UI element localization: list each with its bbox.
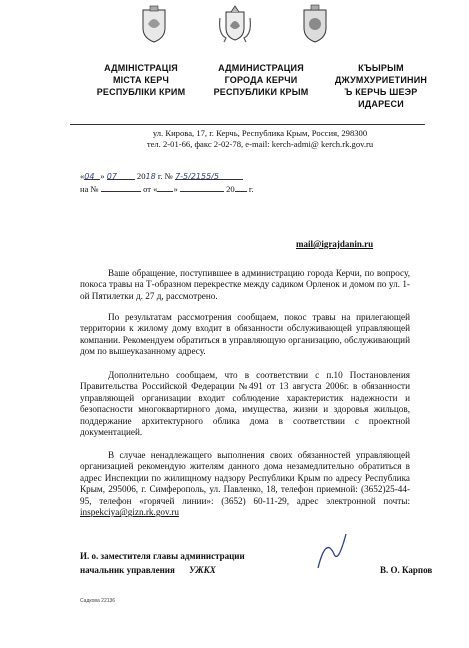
- header-left-line: МІСТА КЕРЧ: [112, 75, 170, 85]
- signatory-name: В. О. Карпов: [380, 565, 433, 575]
- ref-year2-prefix: 20: [226, 184, 235, 194]
- org-address: [100, 128, 420, 150]
- header-left-line: РЕСПУБЛІКИ КРИМ: [96, 87, 186, 97]
- ref-year-prefix: 20: [136, 171, 146, 181]
- recipient-email[interactable]: mail@igrajdanin.ru: [296, 239, 374, 249]
- ref-month: 07: [106, 172, 117, 181]
- header-right-line: КЪЫРЫМ: [358, 63, 404, 73]
- header-right-line: ДЖУМХУРИЕТИНИН: [334, 75, 428, 85]
- ref-na-label: на №: [80, 184, 99, 194]
- incoming-reference: [80, 182, 254, 195]
- header-right-line: ИДАРЕСИ: [358, 99, 404, 109]
- ref-day: 04: [84, 172, 95, 181]
- header-left-line: АДМІНІСТРАЦІЯ: [104, 63, 178, 73]
- address-line: ул. Кирова, 17, г. Керчь, Республика Крым, Россия, 298300: [152, 128, 368, 138]
- header-right: [316, 62, 446, 110]
- ref-number: 7-5/2155/5: [175, 172, 219, 181]
- kerch-coat-of-arms-icon: [140, 4, 168, 44]
- crimea-coat-of-arms-icon: [218, 4, 252, 44]
- header-center: [196, 62, 326, 98]
- body-paragraph: Ваше обращение, поступившее в администрацию города Керчи, по вопросу, покоса травы на Т-образном перекрестке между садиком Орленок и домом по ул. 1-ой Пятилетки д. 27 д, рассмотрено.: [80, 268, 410, 301]
- address-line: тел. 2-01-66, факс 2-02-78, e-mail: kerch-admi@ kerch.rk.gov.ru: [146, 139, 374, 149]
- ref-ot-label: от «: [143, 184, 158, 194]
- signature-position-b: УЖКХ: [189, 565, 216, 575]
- body-paragraph: Дополнительно сообщаем, что в соответствии с п.10 Постановления Правительства Российской Федерации №491 от 13 августа 2006г. в обязанности управляющей организации входит соблюдение характеристик надежности и безопасности многоквартирного дома, имущества, жизни и здоровья жильцов, поддержание архитектурного облика дома в соответствии с проектной документацией.: [80, 370, 410, 438]
- ref-close-quote: »: [100, 171, 105, 181]
- emblem-right-icon: [300, 4, 330, 44]
- handwritten-signature-icon: [312, 530, 352, 574]
- ref-year: 18: [145, 172, 156, 181]
- body-paragraph: По результатам рассмотрения сообщаем, покос травы на прилегающей территории к жилому дому входит в обязанности обслуживающей управляющей компании. Рекомендуем обратиться в управляющую организацию, обслуживающий дом по вышеуказанному адресу.: [80, 312, 410, 357]
- inspection-email[interactable]: inspekciya@gizn.rk.gov.ru: [80, 507, 179, 518]
- signature-position: [80, 565, 216, 575]
- header-left: [76, 62, 206, 98]
- paragraph-text: В случае ненадлежащего выполнения своих обязанностей управляющей организацией рекомендую жителям данного дома незамедлительно обратиться в адрес Инспекции по жилищному надзору Республики Крым по адресу Республика Крым, 295006, г. Симферополь, ул. Павленко, 18, телефон приемной: (3652)25-44-95, телефон «горячей линии»: (3652) 60-11-29, адрес электронной почты:: [80, 450, 410, 506]
- executor-note: Садкова 22136: [80, 598, 116, 604]
- ref-ot-close: »: [173, 184, 178, 194]
- header-divider: [70, 124, 425, 125]
- header-center-line: АДМИНИСТРАЦИЯ: [218, 63, 304, 73]
- header-right-line: Ъ КЕРЧЬ ШЕЭР: [344, 87, 418, 97]
- body-paragraph: [80, 450, 410, 518]
- signature-title: И. о. заместителя главы администрации: [80, 551, 245, 561]
- header-center-line: РЕСПУБЛИКИ КРЫМ: [213, 87, 309, 97]
- signature-position-a: начальник управления: [80, 565, 175, 575]
- ref-year2-suffix: г.: [248, 184, 254, 194]
- header-center-line: ГОРОДА КЕРЧИ: [224, 75, 298, 85]
- ref-number-label: г. №: [157, 171, 173, 181]
- ref-open-quote: «: [80, 171, 85, 181]
